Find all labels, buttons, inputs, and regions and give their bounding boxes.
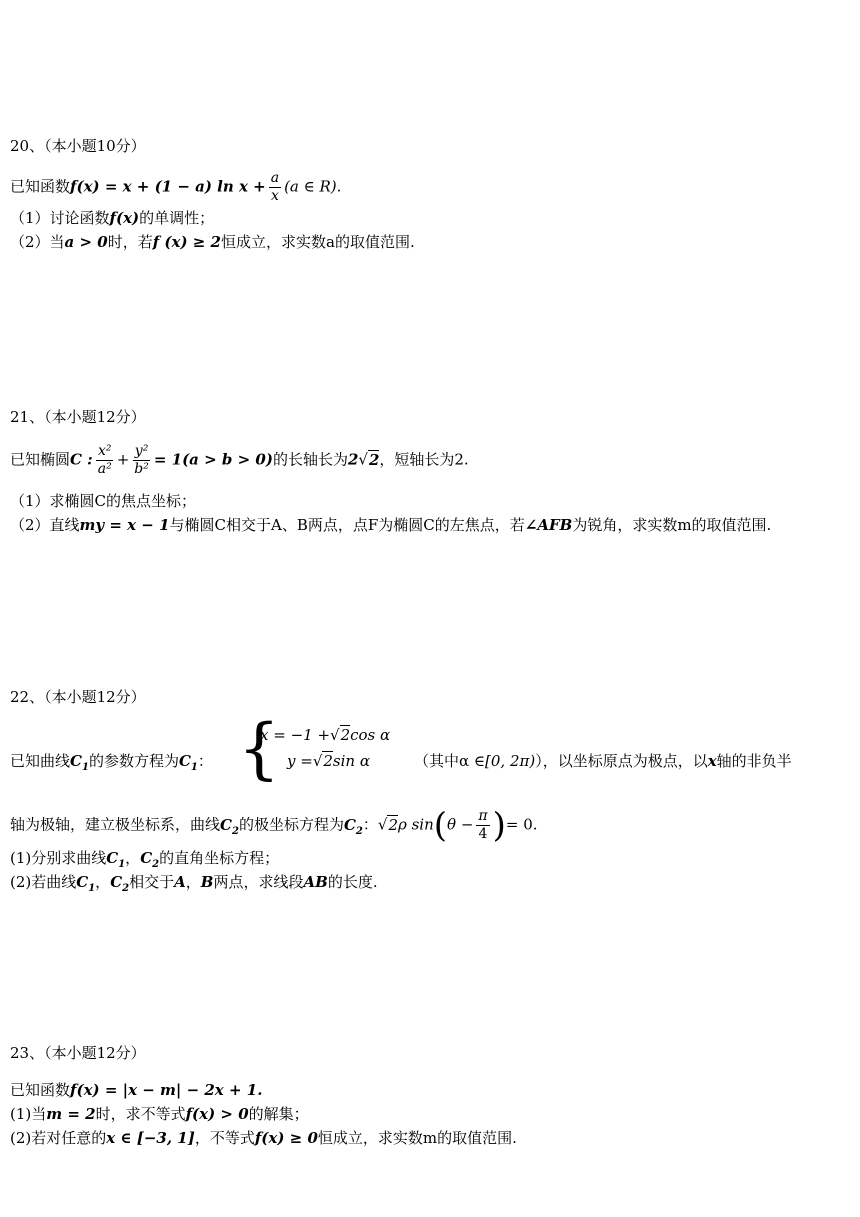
- right-paren-icon: ): [492, 805, 506, 846]
- q23-heading: 23、（本小题12分）: [10, 1044, 146, 1062]
- q20-part1-suffix: 的单调性；: [139, 209, 215, 227]
- q23-stem-math: f(x) = |x − m| − 2x + 1.: [70, 1081, 263, 1099]
- q22-line2-prefix: 轴为极轴，建立极坐标系，曲线: [10, 815, 221, 834]
- q22-eq2-root: 2: [323, 752, 333, 770]
- q22-part1-c2: $C_2$: [140, 849, 160, 870]
- q21-part2-suffix: 为锐角，求实数m的取值范围.: [572, 516, 772, 534]
- q23-part1: [10, 1103, 309, 1124]
- q21-frac1-den: a²: [97, 461, 112, 477]
- q21-len-root: 2: [368, 450, 380, 469]
- q22-part2-c1: $C_1$: [76, 873, 96, 894]
- q22-polar-tail: = 0.: [505, 815, 538, 834]
- q22-part2-ab: AB: [303, 873, 328, 891]
- q22-part2-mid2: 两点，求线段: [213, 873, 304, 891]
- q21-frac2-num: y²: [134, 443, 149, 459]
- q21-stem-prefix: 已知椭圆: [10, 450, 71, 469]
- q22-part2: [10, 871, 378, 894]
- q22-range: [414, 750, 792, 771]
- q20-part2-math1: a > 0: [64, 233, 108, 251]
- q22-part2-a: A: [174, 873, 186, 891]
- q20-function: f(x) = x + (1 − a) ln x +: [70, 177, 266, 196]
- q22-eq1-root: 2: [340, 726, 351, 744]
- q22-line2-colon: ：: [362, 815, 378, 834]
- q23-part2-math2: f(x) ≥ 0: [254, 1129, 318, 1147]
- q21-stem: [10, 443, 469, 478]
- q20-frac-den: x: [270, 188, 279, 204]
- q22-part2-prefix: (2)若曲线: [10, 873, 77, 891]
- q23-stem: [10, 1079, 262, 1100]
- q21-part2: [10, 514, 771, 535]
- q20-frac-num: a: [270, 170, 280, 186]
- q22-part2-comma: ，: [95, 873, 111, 891]
- q22-eq2-suffix: sin α: [332, 752, 370, 770]
- q23-part2-math1: x ∈ [−3, 1]: [106, 1129, 195, 1147]
- q21-part2-prefix: （2）直线: [10, 516, 80, 534]
- q22-heading: 22、（本小题12分）: [10, 688, 146, 706]
- sqrt-icon: √: [377, 815, 388, 834]
- q20-heading: 20、（本小题10分）: [10, 137, 146, 155]
- q20-part2: [10, 231, 415, 252]
- q20-condition: (a ∈ R).: [284, 177, 342, 196]
- q22-part2-c2: $C_2$: [110, 873, 130, 894]
- q21-c: C :: [70, 450, 93, 469]
- sqrt-icon: √: [312, 752, 323, 770]
- q22-part2-b: B: [200, 873, 214, 891]
- q22-c2b: $C_2$: [343, 815, 363, 837]
- q22-pi-frac: [476, 808, 489, 843]
- q21-frac2: [132, 443, 151, 478]
- q20-stem-prefix: 已知函数: [10, 177, 71, 196]
- q20-stem: [10, 170, 341, 205]
- q23-part1-mid: 时，求不等式: [95, 1105, 186, 1123]
- q23-part2-prefix: (2)若对任意的: [10, 1129, 107, 1147]
- q22-range-suffix: ），以坐标原点为极点，以: [535, 752, 708, 770]
- q20-part2-prefix: （2）当: [10, 233, 65, 251]
- q22-c1: $C_1$: [70, 752, 89, 773]
- q22-line2: [10, 805, 538, 846]
- q21-heading: 21、（本小题12分）: [10, 408, 146, 426]
- q20-part1-prefix: （1）讨论函数: [10, 209, 110, 227]
- q21-eq: = 1(a > b > 0): [153, 450, 273, 469]
- q23-part2-suffix: 恒成立，求实数m的取值范围.: [317, 1129, 517, 1147]
- q21-frac2-den: b²: [134, 461, 149, 477]
- q20-part1-math: f(x): [109, 209, 140, 227]
- q23-part1-math2: f(x) > 0: [185, 1105, 249, 1123]
- sqrt-icon: √: [358, 450, 368, 469]
- q22-eq1-prefix: x = −1 +: [260, 726, 331, 744]
- q22-x-axis: x: [707, 752, 717, 770]
- q22-colon: ：: [197, 752, 213, 770]
- q22-part1-comma: ，: [125, 849, 141, 867]
- q22-c2: $C_2$: [220, 815, 239, 837]
- q22-part2-suffix: 的长度.: [327, 873, 378, 891]
- q21-frac1: [96, 443, 114, 478]
- q22-pi-num: π: [478, 808, 488, 824]
- left-brace-icon: {: [238, 710, 280, 787]
- q22-line2-mid: 的极坐标方程为: [238, 815, 344, 834]
- q22-eq2-prefix: y =: [287, 752, 313, 770]
- q21-len-coef: 2: [347, 450, 359, 469]
- q22-pi-den: 4: [478, 826, 488, 842]
- q22-eq1-suffix: cos α: [350, 726, 391, 744]
- q20-part1: [10, 207, 214, 228]
- q22-param-eq1: [260, 726, 390, 744]
- q22-part1-c1: $C_1$: [106, 849, 126, 870]
- left-paren-icon: (: [433, 805, 448, 846]
- q21-part2-mid: 与椭圆C相交于A、B两点，点F为椭圆C的左焦点，若: [169, 516, 525, 534]
- q22-range-prefix: （其中α ∈: [414, 752, 486, 770]
- q20-part2-mid: 时，若: [107, 233, 153, 251]
- sqrt-icon: √: [330, 726, 340, 744]
- q22-part1-prefix: (1)分别求曲线: [10, 849, 107, 867]
- q22-tail: 轴的非负半: [716, 752, 792, 770]
- q21-part2-angle: ∠AFB: [524, 516, 573, 534]
- q21-frac1-num: x²: [97, 443, 112, 459]
- q22-stem-mid: 的参数方程为: [88, 752, 179, 770]
- q23-part1-prefix: (1)当: [10, 1105, 47, 1123]
- q22-c1b: $C_1$: [178, 752, 198, 773]
- q22-polar-root: 2: [388, 815, 398, 834]
- q20-part2-math2: f (x) ≥ 2: [152, 233, 221, 251]
- q22-stem: [10, 750, 213, 773]
- q20-fraction: [269, 170, 281, 205]
- q20-part2-suffix: 恒成立，求实数a的取值范围.: [221, 233, 415, 251]
- q21-suffix: ，短轴长为2.: [379, 450, 469, 469]
- q22-part1: [10, 847, 279, 870]
- q22-part2-comma2: ，: [185, 873, 201, 891]
- q23-stem-prefix: 已知函数: [10, 1081, 71, 1099]
- q21-part2-math: my = x − 1: [79, 516, 170, 534]
- q22-part2-mid: 相交于: [129, 873, 175, 891]
- q23-part1-suffix: 的解集；: [248, 1105, 309, 1123]
- q22-part1-suffix: 的直角坐标方程；: [159, 849, 280, 867]
- q21-part1: （1）求椭圆C的焦点坐标；: [10, 492, 197, 510]
- q23-part2: [10, 1127, 517, 1148]
- q21-plus: +: [116, 450, 130, 469]
- q22-theta: θ −: [447, 815, 474, 834]
- q22-stem-prefix: 已知曲线: [10, 752, 71, 770]
- q21-mid: 的长轴长为: [272, 450, 348, 469]
- q22-range-math: [0, 2π): [485, 752, 536, 770]
- q22-param-eq2: [287, 752, 370, 770]
- q22-polar-rho: ρ sin: [398, 815, 434, 834]
- q23-part2-mid: ，不等式: [194, 1129, 255, 1147]
- q23-part1-math1: m = 2: [46, 1105, 96, 1123]
